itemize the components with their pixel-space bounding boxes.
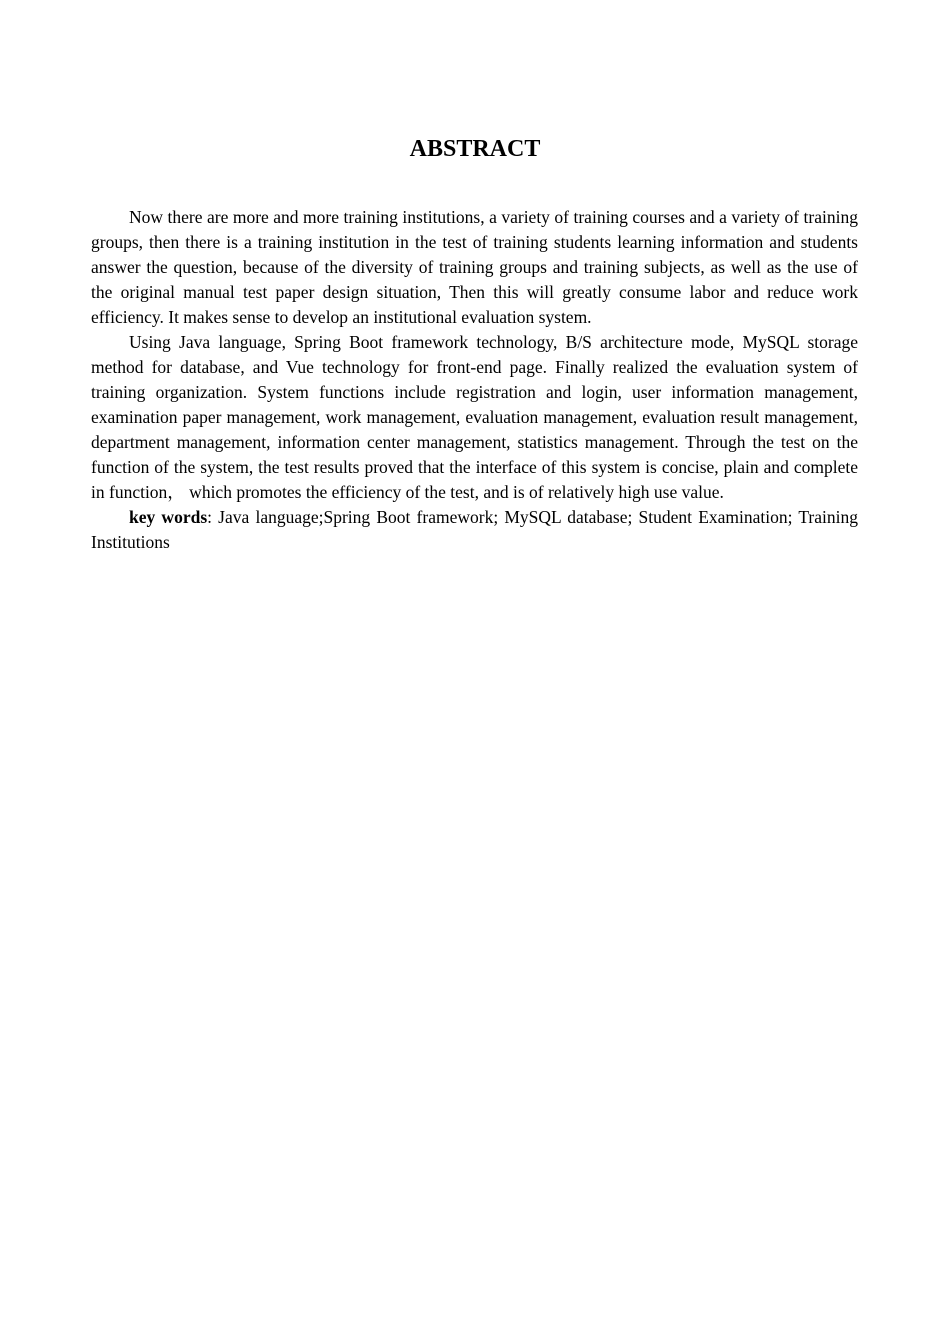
keywords-label: key words	[129, 507, 208, 527]
abstract-paragraph-1: Now there are more and more training institutions, a variety of training courses and a variety of training groups, then there is a training institution in the test of training students learning information and students answer the question, because of the diversity of training groups and training subjects, as well as the use of the original manual test paper design situation, Then this will greatly consume labor and reduce work efficiency. It makes sense to develop an institutional evaluation system.	[91, 207, 858, 327]
keywords-list: : Java language;Spring Boot framework; MySQL database; Student Examination; Training Institutions	[91, 507, 859, 552]
keywords-line	[91, 505, 858, 555]
abstract-paragraph-2: Using Java language, Spring Boot framework technology, B/S architecture mode, MySQL storage method for database, and Vue technology for front-end page. Finally realized the evaluation system of training organization. System functions include registration and login, user information management, examination paper management, work management, evaluation management, evaluation result management, department management, information center management, statistics management. Through the test on the function of the system, the test results proved that the interface of this system is concise, plain and complete in function， which promotes the efficiency of the test, and is of relatively high use value.	[91, 332, 858, 502]
abstract-body	[91, 205, 858, 555]
abstract-title: ABSTRACT	[409, 136, 541, 162]
